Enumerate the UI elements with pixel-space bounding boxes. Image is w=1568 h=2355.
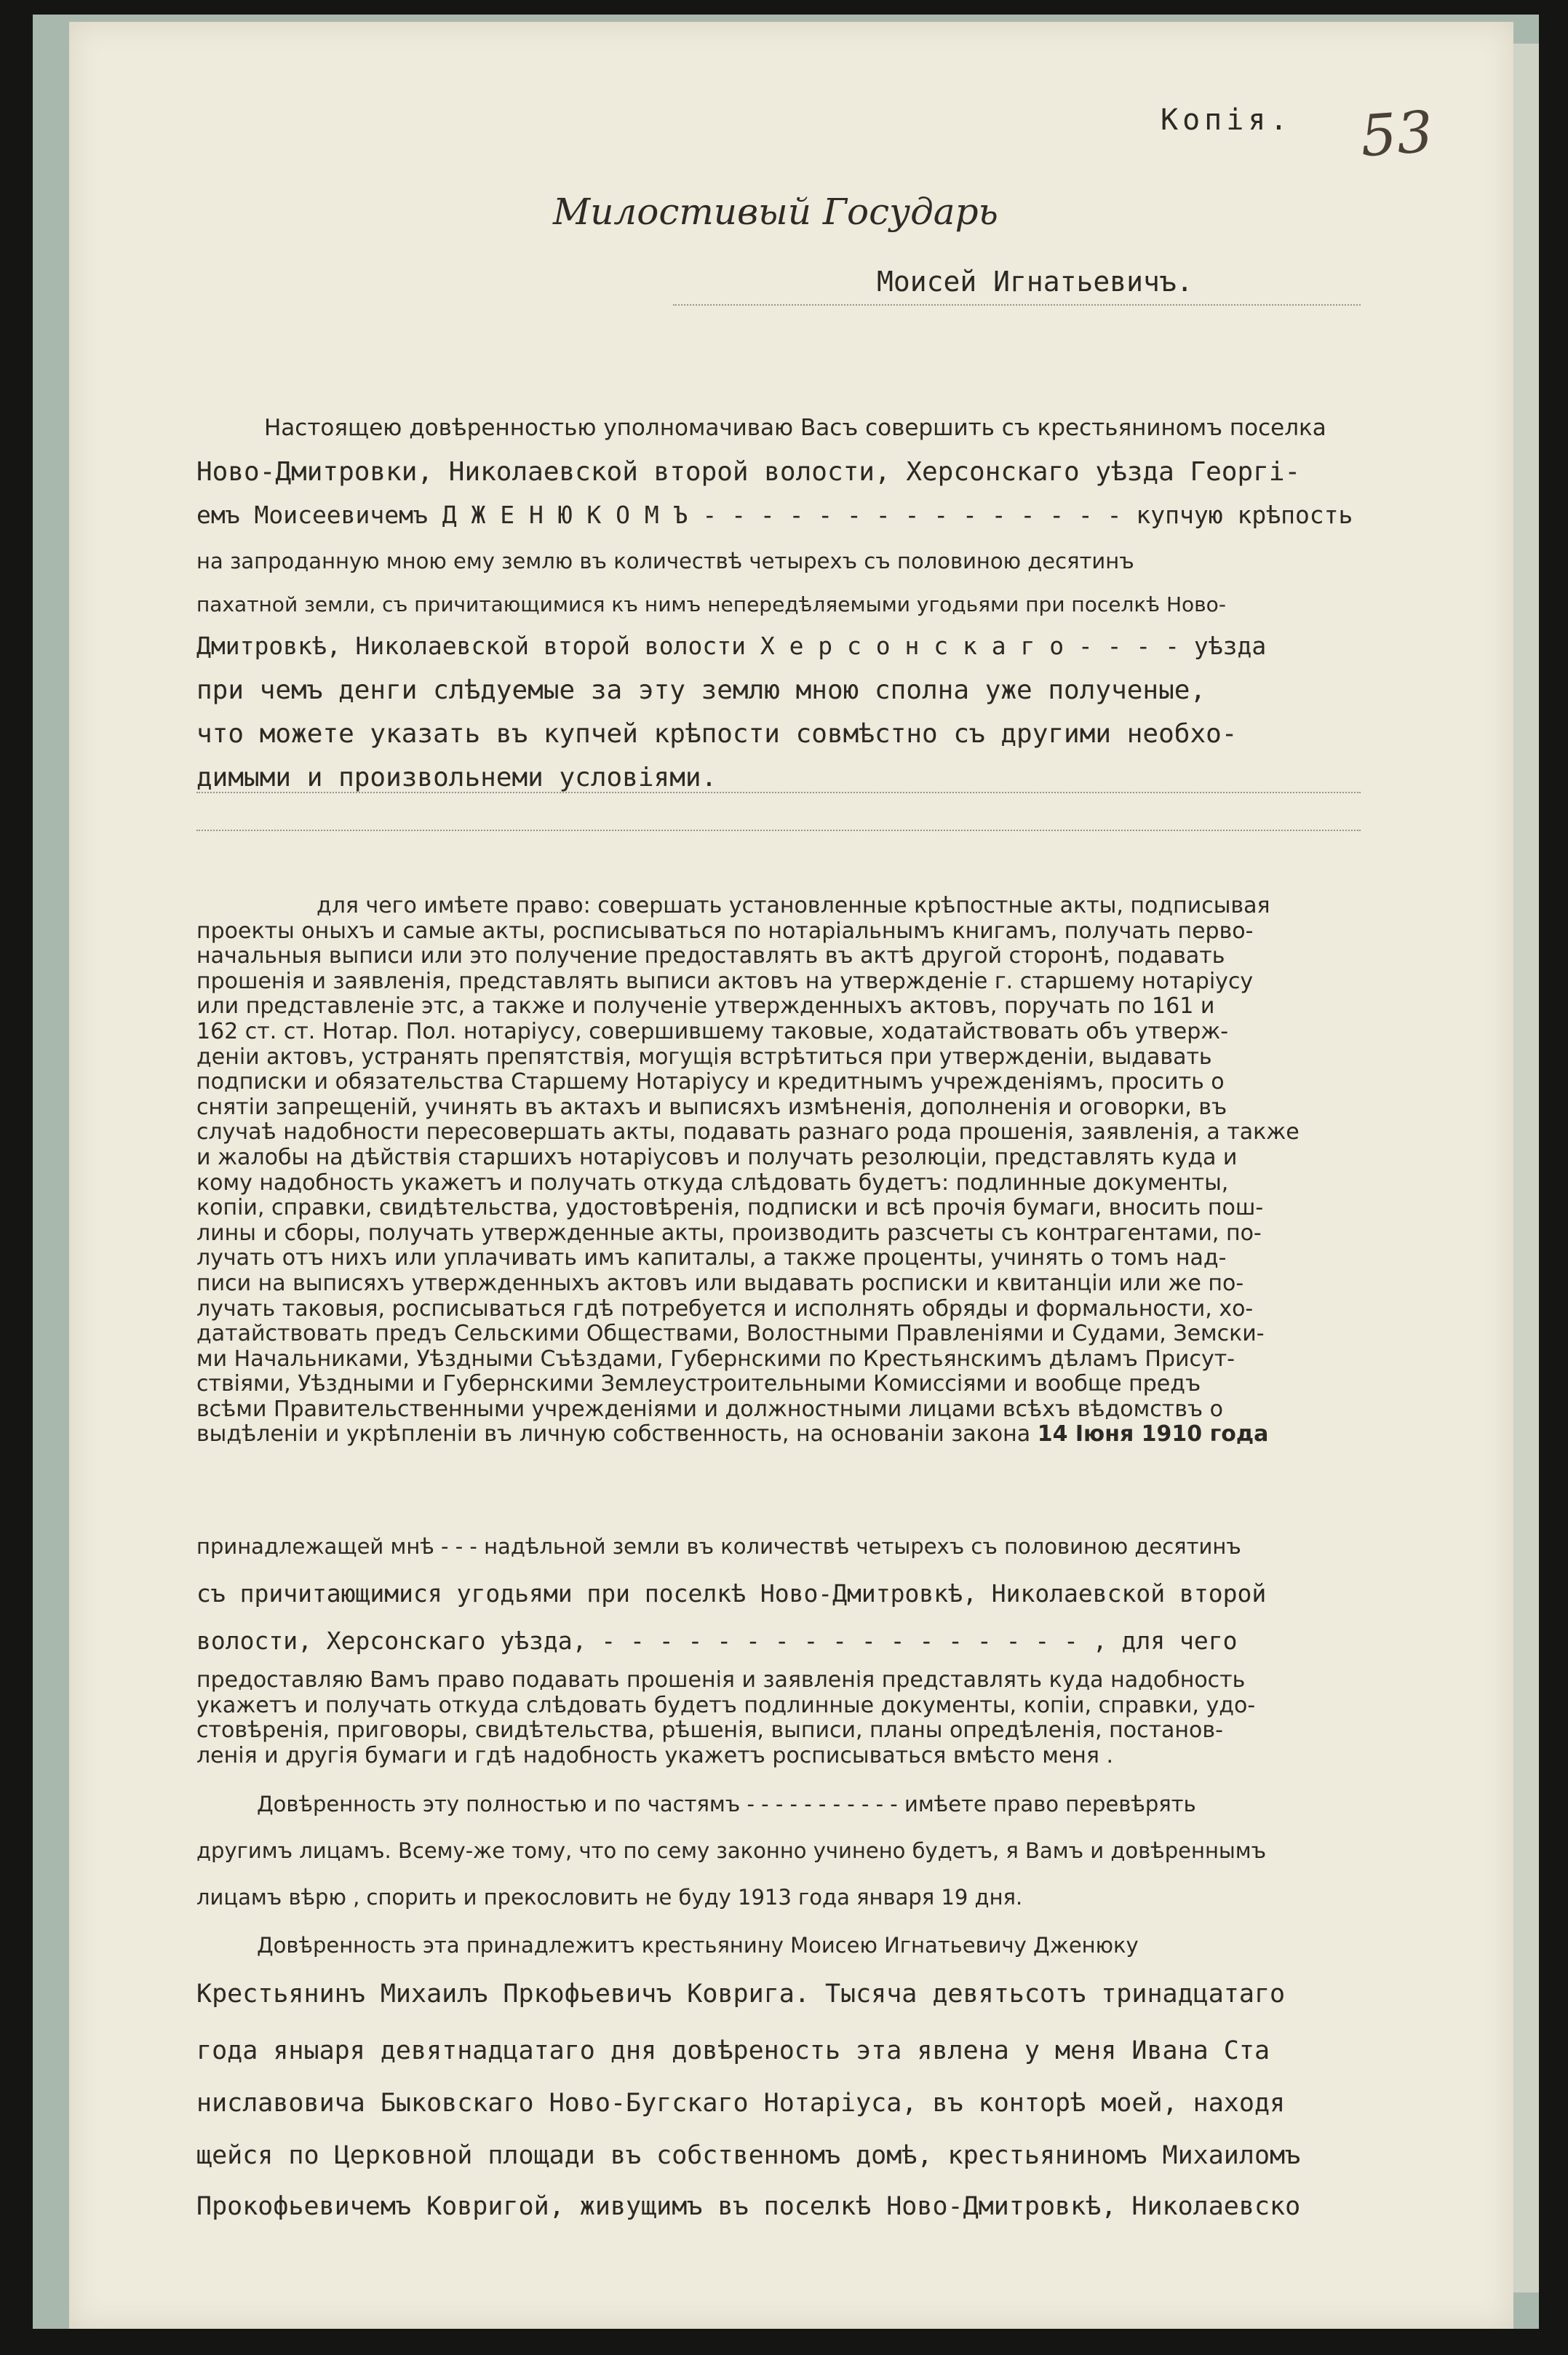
law-basis: выдѣленіи и укрѣпленіи въ личную собственность, на основаніи закона [196, 1421, 1031, 1447]
closing-line-3: лицамъ вѣрю , спорить и прекословить не буду 1913 года января 19 дня. [196, 1885, 1023, 1910]
intro-line-3: емъ Моисеевичемъ Д Ж Е Н Ю К О М Ъ - - - - - - - - - - - - - - - купчую крѣпость [196, 501, 1353, 529]
page-number: 53 [1358, 99, 1436, 170]
allotment-line-1: принадлежащей мнѣ - - - надѣльной земли въ количествѣ четырехъ съ половиною десятинъ [196, 1534, 1241, 1559]
powers-paragraph [196, 894, 1372, 1447]
powers-line: для чего имѣете право: совершать установленные крѣпостные акты, подписывая [317, 893, 1270, 918]
grant-paragraph [196, 1668, 1372, 1768]
powers-line: всѣми Правительственными учрежденіями и должностными лицами всѣхъ вѣдомствъ о [196, 1396, 1223, 1422]
intro-line-6: Дмитровкѣ, Николаевской второй волости Х е р с о н с к а г о - - - - уѣзда [196, 632, 1267, 660]
powers-line: подписки и обязательства Старшему Нотаріусу и кредитнымъ учрежденіямъ, просить о [196, 1069, 1225, 1095]
closing-line-2: другимъ лицамъ. Всему-же тому, что по сему законно учинено будетъ, я Вамъ и довѣреннымъ [196, 1838, 1267, 1863]
powers-line: писи на выписяхъ утвержденныхъ актовъ или выдавать росписки и квитанціи или же по- [196, 1270, 1244, 1296]
notary-line-2: года яныаря девятнадцатаго дня довѣреность эта явлена у меня Ивана Ста [196, 2036, 1270, 2065]
powers-line: проекты оныхъ и самые акты, росписываться по нотаріальнымъ книгамъ, получать перво- [196, 918, 1254, 944]
powers-line: ми Начальниками, Уѣздными Съѣздами, Губернскими по Крестьянскимъ дѣламъ Присут- [196, 1346, 1235, 1372]
powers-line: 162 ст. ст. Нотар. Пол. нотаріусу, совершившему таковые, ходатайствовать объ утверж- [196, 1018, 1229, 1044]
notary-line-5: Прокофьевичемъ Ковригой, живущимъ въ поселкѣ Ново-Дмитровкѣ, Николаевско [196, 2192, 1301, 2221]
powers-line: или представленіе этс, а также и полученіе утвержденныхъ актовъ, поручать по 161 и [196, 993, 1215, 1020]
allotment-line-2: съ причитающимися угодьями при поселкѣ Ново-Дмитровкѣ, Николаевской второй [196, 1579, 1267, 1608]
intro-line-4: на запроданную мною ему землю въ количествѣ четырехъ съ половиною десятинъ [196, 549, 1134, 573]
intro-line-5: пахатной земли, съ причитающимися къ нимъ непередѣляемыми угодьями при поселкѣ Ново- [196, 592, 1226, 616]
intro-underline-2 [196, 830, 1361, 831]
ownership-line: Довѣренность эта принадлежитъ крестьянину Моисею Игнатьевичу Дженюку [257, 1933, 1139, 1958]
intro-line-7: при чемъ денги слѣдуемые за эту землю мною сполна уже полученые, [196, 675, 1206, 705]
powers-line: начальныя выписи или это получение предоставлять въ актѣ другой сторонѣ, подавать [196, 943, 1225, 969]
notary-line-3: ниславовича Быковскаго Ново-Бугскаго Нотаріуса, въ конторѣ моей, находя [196, 2089, 1286, 2118]
powers-line: и жалобы на дѣйствія старшихъ нотаріусовъ и получать резолюціи, представлять куда и [196, 1144, 1238, 1170]
notary-line-4: щейся по Церковной площади въ собственномъ домѣ, крестьяниномъ Михаиломъ [196, 2141, 1301, 2170]
powers-line: кому надобность укажетъ и получать откуда слѣдовать будетъ: подлинные документы, [196, 1169, 1229, 1196]
powers-line: копіи, справки, свидѣтельства, удостовѣренія, подписки и всѣ прочія бумаги, вносить пош- [196, 1195, 1264, 1221]
grant-line: стовѣренія, приговоры, свидѣтельства, рѣшенія, выписи, планы опредѣленія, постанов- [196, 1717, 1223, 1744]
intro-line-1: Настоящею довѣренностью уполномачиваю Васъ совершить съ крестьяниномъ поселка [264, 415, 1326, 441]
powers-line: датайствовать предъ Сельскими Обществами, Волостными Правленіями и Судами, Земски- [196, 1321, 1265, 1347]
copy-label: Копія. [1161, 103, 1292, 137]
powers-line: ствіями, Уѣздными и Губернскими Землеустроительными Комиссіями и вообще предъ [196, 1371, 1201, 1397]
intro-line-2: Ново-Дмитровки, Николаевской второй волости, Херсонскаго уѣзда Георгі- [196, 457, 1301, 487]
powers-line: лины и сборы, получать утвержденные акты, производить разсчеты съ контрагентами, по- [196, 1220, 1262, 1246]
grant-line: ленія и другія бумаги и гдѣ надобность укажетъ росписываться вмѣсто меня . [196, 1742, 1114, 1768]
notary-line-1: Крестьянинъ Михаилъ Пркофьевичъ Коврига. Тысяча девятьсотъ тринадцатаго [196, 1979, 1286, 2009]
powers-line: случаѣ надобности пересовершать акты, подавать разнаго рода прошенія, заявленія, а также [196, 1119, 1300, 1145]
law-date: 14 Іюня 1910 года [1037, 1421, 1269, 1447]
grant-line: укажетъ и получать откуда слѣдовать будетъ подлинные документы, копіи, справки, удо- [196, 1692, 1256, 1718]
intro-line-9: димыми и произвольнеми условіями. [196, 763, 717, 793]
powers-line: лучать отъ нихъ или уплачивать имъ капиталы, а также проценты, учинять о томъ над- [196, 1245, 1227, 1271]
grant-line: предоставляю Вамъ право подавать прошенія и заявленія представлять куда надобность [196, 1667, 1246, 1693]
addressee: Моисей Игнатьевичъ. [877, 266, 1193, 298]
document-page [69, 22, 1513, 2329]
intro-line-8: что можете указать въ купчей крѣпости совмѣстно съ другими необхо- [196, 719, 1238, 749]
powers-line: прошенія и заявленія, представлять выписи актовъ на утвержденіе г. старшему нотаріусу [196, 968, 1254, 994]
powers-line: снятіи запрещеній, учинять въ актахъ и выписяхъ измѣненія, дополненія и оговорки, въ [196, 1094, 1227, 1120]
powers-line: деніи актовъ, устранять препятствія, могущія встрѣтиться при утвержденіи, выдавать [196, 1044, 1212, 1070]
powers-line: лучать таковыя, росписываться гдѣ потребуется и исполнять обряды и формальности, хо- [196, 1295, 1254, 1322]
salutation: Милостивый Государь [553, 191, 998, 233]
allotment-line-3: волости, Херсонскаго уѣзда, - - - - - - - - - - - - - - - - - , для чего [196, 1627, 1238, 1655]
addressee-underline [673, 304, 1361, 306]
intro-underline-1 [196, 792, 1361, 793]
powers-line-last [196, 1422, 1372, 1447]
closing-line-1: Довѣренность эту полностью и по частямъ - - - - - - - - - - - имѣете право перевѣрять [257, 1792, 1196, 1816]
